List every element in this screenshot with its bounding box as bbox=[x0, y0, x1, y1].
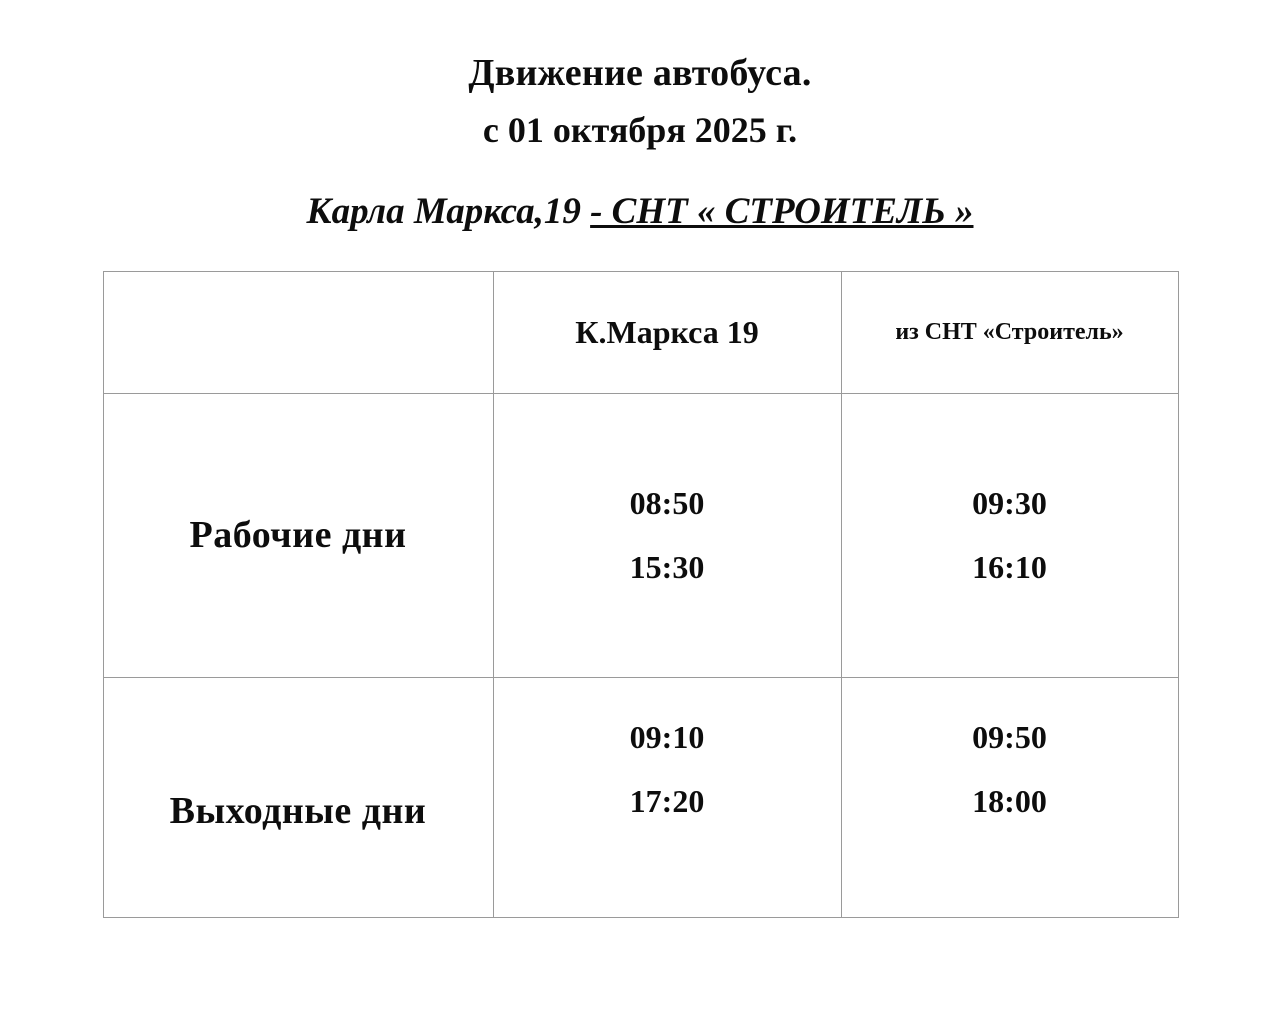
schedule-table-body bbox=[103, 393, 1178, 917]
header-day-column bbox=[103, 271, 493, 393]
schedule-table-container bbox=[103, 271, 1178, 918]
route-separator bbox=[581, 191, 590, 232]
row-label-weekdays: Рабочие дни bbox=[103, 393, 493, 677]
departure-time: 09:10 bbox=[629, 719, 705, 756]
route-destination: - СНТ « СТРОИТЕЛЬ » bbox=[590, 190, 974, 232]
table-header-row bbox=[103, 271, 1178, 393]
departure-time: 09:50 bbox=[972, 719, 1047, 756]
departure-time: 18:00 bbox=[972, 783, 1047, 820]
header-stop-snt-stroitel: из СНТ «Строитель» bbox=[841, 271, 1178, 393]
weekdays-snt-times bbox=[841, 393, 1178, 677]
route-origin: Карла Маркса,19 bbox=[306, 190, 581, 232]
schedule-table-head bbox=[103, 271, 1178, 393]
route-heading bbox=[0, 190, 1280, 233]
header-stop-karla-marksa: К.Маркса 19 bbox=[493, 271, 841, 393]
schedule-table bbox=[103, 271, 1179, 918]
departure-time: 17:20 bbox=[629, 783, 705, 820]
table-row bbox=[103, 677, 1178, 917]
title-block bbox=[0, 0, 1280, 156]
weekends-karla-marksa-times bbox=[493, 677, 841, 917]
table-row bbox=[103, 393, 1178, 677]
page-title: Движение автобуса. bbox=[468, 52, 812, 94]
departure-time: 15:30 bbox=[629, 549, 705, 586]
departure-time: 08:50 bbox=[629, 485, 705, 522]
weekdays-karla-marksa-times bbox=[493, 393, 841, 677]
effective-date: с 01 октября 2025 г. bbox=[482, 109, 798, 150]
departure-time: 09:30 bbox=[972, 485, 1047, 522]
row-label-weekends: Выходные дни bbox=[103, 691, 493, 931]
departure-time: 16:10 bbox=[972, 549, 1047, 586]
weekends-snt-times bbox=[841, 677, 1178, 917]
